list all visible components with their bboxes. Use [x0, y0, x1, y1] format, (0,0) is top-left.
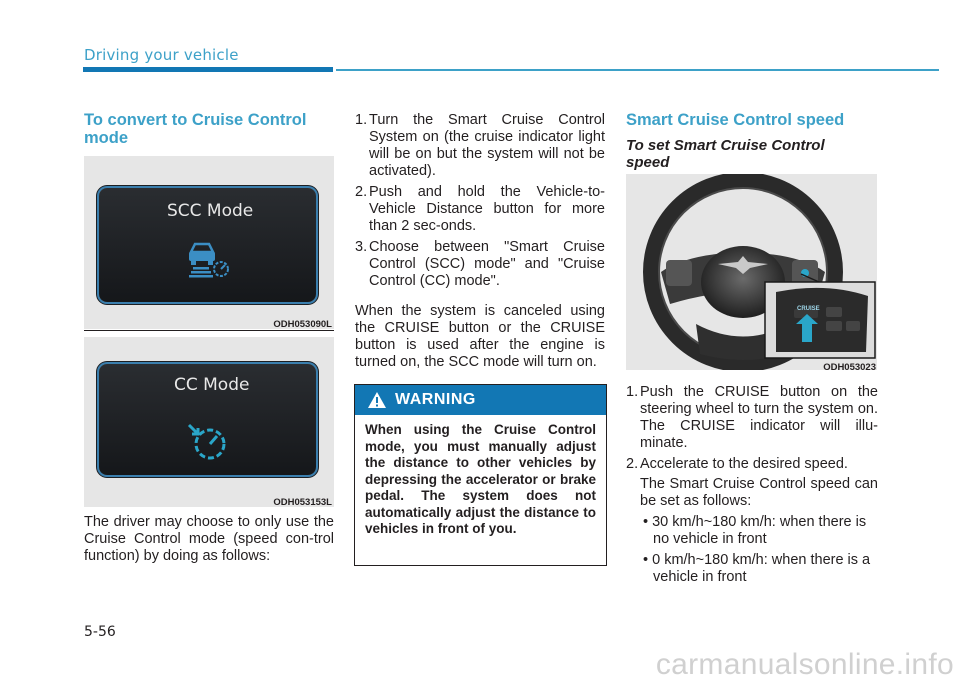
- speed-intro: The Smart Cruise Control speed can be set as follows:: [640, 476, 878, 509]
- page-number: 5-56: [84, 624, 116, 640]
- speed-bullets: [626, 514, 878, 586]
- figure-scc-mode: [84, 156, 334, 329]
- list-item: 1. Push the CRUISE button on the steering wheel to turn the system on. The CRUISE indicator will illu-minate.: [626, 384, 878, 451]
- list-item: 1. Turn the Smart Cruise Control System on (the cruise indicator light will be on but the system will not be activated).: [355, 112, 605, 179]
- list-item: • 30 km/h~180 km/h: when there is no vehicle in front: [643, 514, 867, 547]
- list-item: 2. Accelerate to the desired speed.: [626, 456, 848, 472]
- figure-steering-wheel: [626, 174, 877, 373]
- warning-label: WARNING: [395, 391, 476, 408]
- right-column: [626, 111, 878, 171]
- middle-column: [355, 112, 605, 371]
- section-title: Driving your vehicle: [84, 46, 239, 64]
- left-paragraph-wrap: [84, 514, 334, 565]
- warning-box: [354, 384, 607, 566]
- figure-code-2: ODH053153L: [273, 497, 332, 508]
- figure-code-3: ODH053023: [823, 362, 876, 373]
- cluster-display-scc: [99, 188, 316, 302]
- warning-text: When using the Cruise Control mode, you must manually adjust the distance to other vehicles by depressing the accelerator or brake pedal. The system does not automatically adjust the distance to vehicles in front of you.: [365, 422, 596, 536]
- header-bar: [83, 67, 333, 72]
- left-paragraph: The driver may choose to only use the Cruise Control mode (speed con-trol function) by doing as follows:: [84, 514, 334, 564]
- screen-title-scc: SCC Mode: [167, 201, 254, 221]
- subheading-set-speed: To set Smart Cruise Control speed: [626, 137, 825, 171]
- warning-header: [355, 385, 606, 415]
- left-column: [84, 111, 334, 147]
- speed-steps-list: [626, 384, 878, 473]
- figure-code-1: ODH053090L: [273, 319, 332, 330]
- screen-title-cc: CC Mode: [174, 375, 250, 395]
- middle-paragraph: When the system is canceled using the CRUISE button or the CRUISE button is used after the engine is turned on, the SCC mode will turn on.: [355, 303, 605, 370]
- list-item: 2. Push and hold the Vehicle-to-Vehicle Distance button for more than 2 sec-onds.: [355, 184, 605, 234]
- figure-divider: [84, 330, 334, 331]
- warning-icon: [367, 391, 387, 409]
- watermark: carmanualsonline.info: [655, 648, 954, 681]
- header-rule: [336, 69, 939, 71]
- cruise-button-label: CRUISE: [797, 306, 820, 312]
- cruise-speedometer-icon: [183, 419, 233, 461]
- heading-scc-speed: Smart Cruise Control speed: [626, 111, 845, 129]
- heading-convert-cruise: To convert to Cruise Control mode: [84, 111, 307, 147]
- cluster-display-cc: [99, 364, 316, 475]
- right-text-block: [626, 384, 878, 590]
- list-item: 3. Choose between "Smart Cruise Control (SCC) mode" and "Cruise Control (CC) mode".: [355, 239, 605, 289]
- figure-cc-mode: [84, 337, 334, 507]
- scc-icon: [185, 238, 233, 278]
- steering-wheel-illustration: [626, 174, 877, 370]
- list-item: • 0 km/h~180 km/h: when there is a vehicle in front: [643, 552, 871, 585]
- mode-steps-list: [355, 112, 605, 290]
